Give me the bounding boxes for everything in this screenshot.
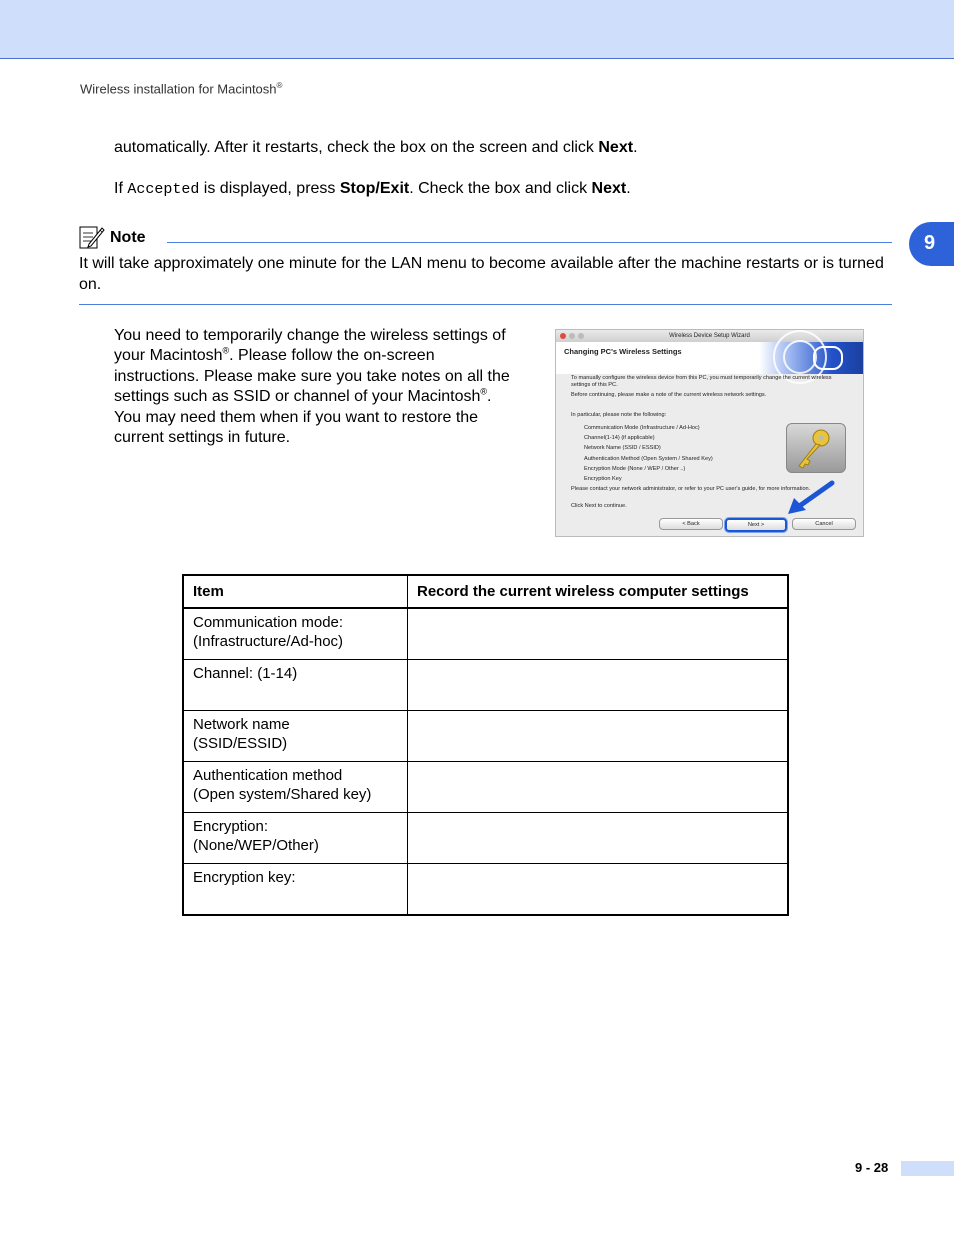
step-text: is displayed, press (199, 180, 340, 197)
step-text: automatically. After it restarts, check the box on the screen and click (114, 139, 599, 156)
key-icon (786, 423, 846, 473)
running-header-title: Wireless installation for Macintosh (80, 81, 277, 97)
dialog-list-item: Channel(1-14) (if applicable) (584, 435, 655, 441)
item-cell (183, 813, 408, 864)
item-line: (Open system/Shared key) (193, 785, 372, 803)
wireless-signal-icon (759, 342, 863, 374)
dialog-heading: Changing PC's Wireless Settings (564, 347, 682, 356)
record-cell[interactable] (408, 813, 789, 864)
page-number: 9 - 28 (855, 1160, 889, 1175)
table-row (183, 608, 788, 660)
dialog-para-1: To manually configure the wireless device from this PC, you must temporarily change the current wireless settings of this PC. (571, 375, 832, 388)
table-row (183, 813, 788, 864)
next-keyword: Next (598, 139, 634, 156)
item-line: Channel: (1-14) (193, 665, 298, 682)
top-header-band (0, 0, 954, 59)
header-record: Record the current wireless computer settings (408, 575, 789, 608)
pointer-arrow-icon (786, 480, 836, 516)
intro-text: You need to temporarily change the wireless settings of your Macintosh (114, 327, 506, 365)
item-line: Network name (193, 716, 290, 733)
settings-record-table (182, 574, 789, 916)
header-item: Item (183, 575, 408, 608)
table-row (183, 660, 788, 711)
wizard-dialog-screenshot (555, 329, 864, 537)
item-line: (None/WEP/Other) (193, 836, 319, 854)
intro-text: . Please follow the on-screen instructions. Please make sure you take notes on all the settings such as SSID or channel of your Macintosh (114, 347, 510, 406)
step-text: If (114, 180, 128, 197)
record-cell[interactable] (408, 608, 789, 660)
dialog-window-title: Wireless Device Setup Wizard (669, 333, 750, 339)
step-accepted-line (114, 179, 631, 200)
dialog-para-2: Before continuing, please make a note of the current wireless network settings. (571, 392, 767, 398)
dialog-para-3: In particular, please note the following: (571, 412, 667, 418)
step-continuation-line (114, 138, 638, 158)
dialog-list-item: Encryption Mode (None / WEP / Other ..) (584, 466, 686, 472)
item-cell (183, 762, 408, 813)
item-cell (183, 660, 408, 711)
item-cell (183, 608, 408, 660)
table-row (183, 711, 788, 762)
item-cell (183, 864, 408, 916)
dialog-list-item: Network Name (SSID / ESSID) (584, 445, 661, 451)
table-row (183, 762, 788, 813)
note-bottom-rule (79, 304, 892, 305)
next-keyword: Next (591, 180, 627, 197)
note-top-rule (167, 242, 892, 243)
accepted-code: Accepted (127, 181, 200, 198)
record-cell[interactable] (408, 660, 789, 711)
note-label: Note (110, 229, 146, 246)
item-line: (Infrastructure/Ad-hoc) (193, 632, 344, 650)
dialog-contact-text: Please contact your network administrator, or refer to your PC user's guide, for more information. (571, 486, 811, 492)
dialog-list-item: Authentication Method (Open System / Shared Key) (584, 456, 713, 462)
step-punct: . (633, 139, 638, 156)
item-line: (SSID/ESSID) (193, 734, 288, 752)
chapter-tab (909, 222, 954, 266)
table-header-row (183, 575, 788, 608)
note-body: It will take approximately one minute for the LAN menu to become available after the machine restarts or is turned on. (79, 255, 884, 293)
record-cell[interactable] (408, 762, 789, 813)
item-cell (183, 711, 408, 762)
record-cell[interactable] (408, 864, 789, 916)
record-cell[interactable] (408, 711, 789, 762)
intro-paragraph (114, 326, 514, 448)
cancel-button[interactable]: Cancel (792, 518, 856, 530)
registered-mark: ® (276, 81, 283, 90)
back-button[interactable]: < Back (659, 518, 723, 530)
registered-mark: ® (480, 386, 488, 397)
running-header (80, 81, 282, 96)
item-line: Communication mode: (193, 614, 344, 631)
table-row (183, 864, 788, 916)
item-line: Encryption: (193, 818, 269, 835)
stop-exit-keyword: Stop/Exit (339, 180, 410, 197)
chapter-number: 9 (924, 232, 936, 254)
dialog-list-item: Communication Mode (Infrastructure / Ad-Hoc) (584, 425, 700, 431)
dialog-click-next-text: Click Next to continue. (571, 503, 627, 509)
step-text: . Check the box and click (409, 180, 592, 197)
page-footer-band (901, 1161, 954, 1176)
dialog-list-item: Encryption Key (584, 476, 622, 482)
next-button[interactable]: Next > (725, 518, 787, 532)
note-pencil-icon (79, 224, 105, 250)
item-line: Encryption key: (193, 869, 296, 886)
registered-mark: ® (222, 346, 230, 357)
step-punct: . (626, 180, 631, 197)
intro-text: . You may need them when if you want to restore the current settings in future. (114, 388, 492, 447)
dialog-banner (556, 342, 863, 374)
item-line: Authentication method (193, 767, 343, 784)
